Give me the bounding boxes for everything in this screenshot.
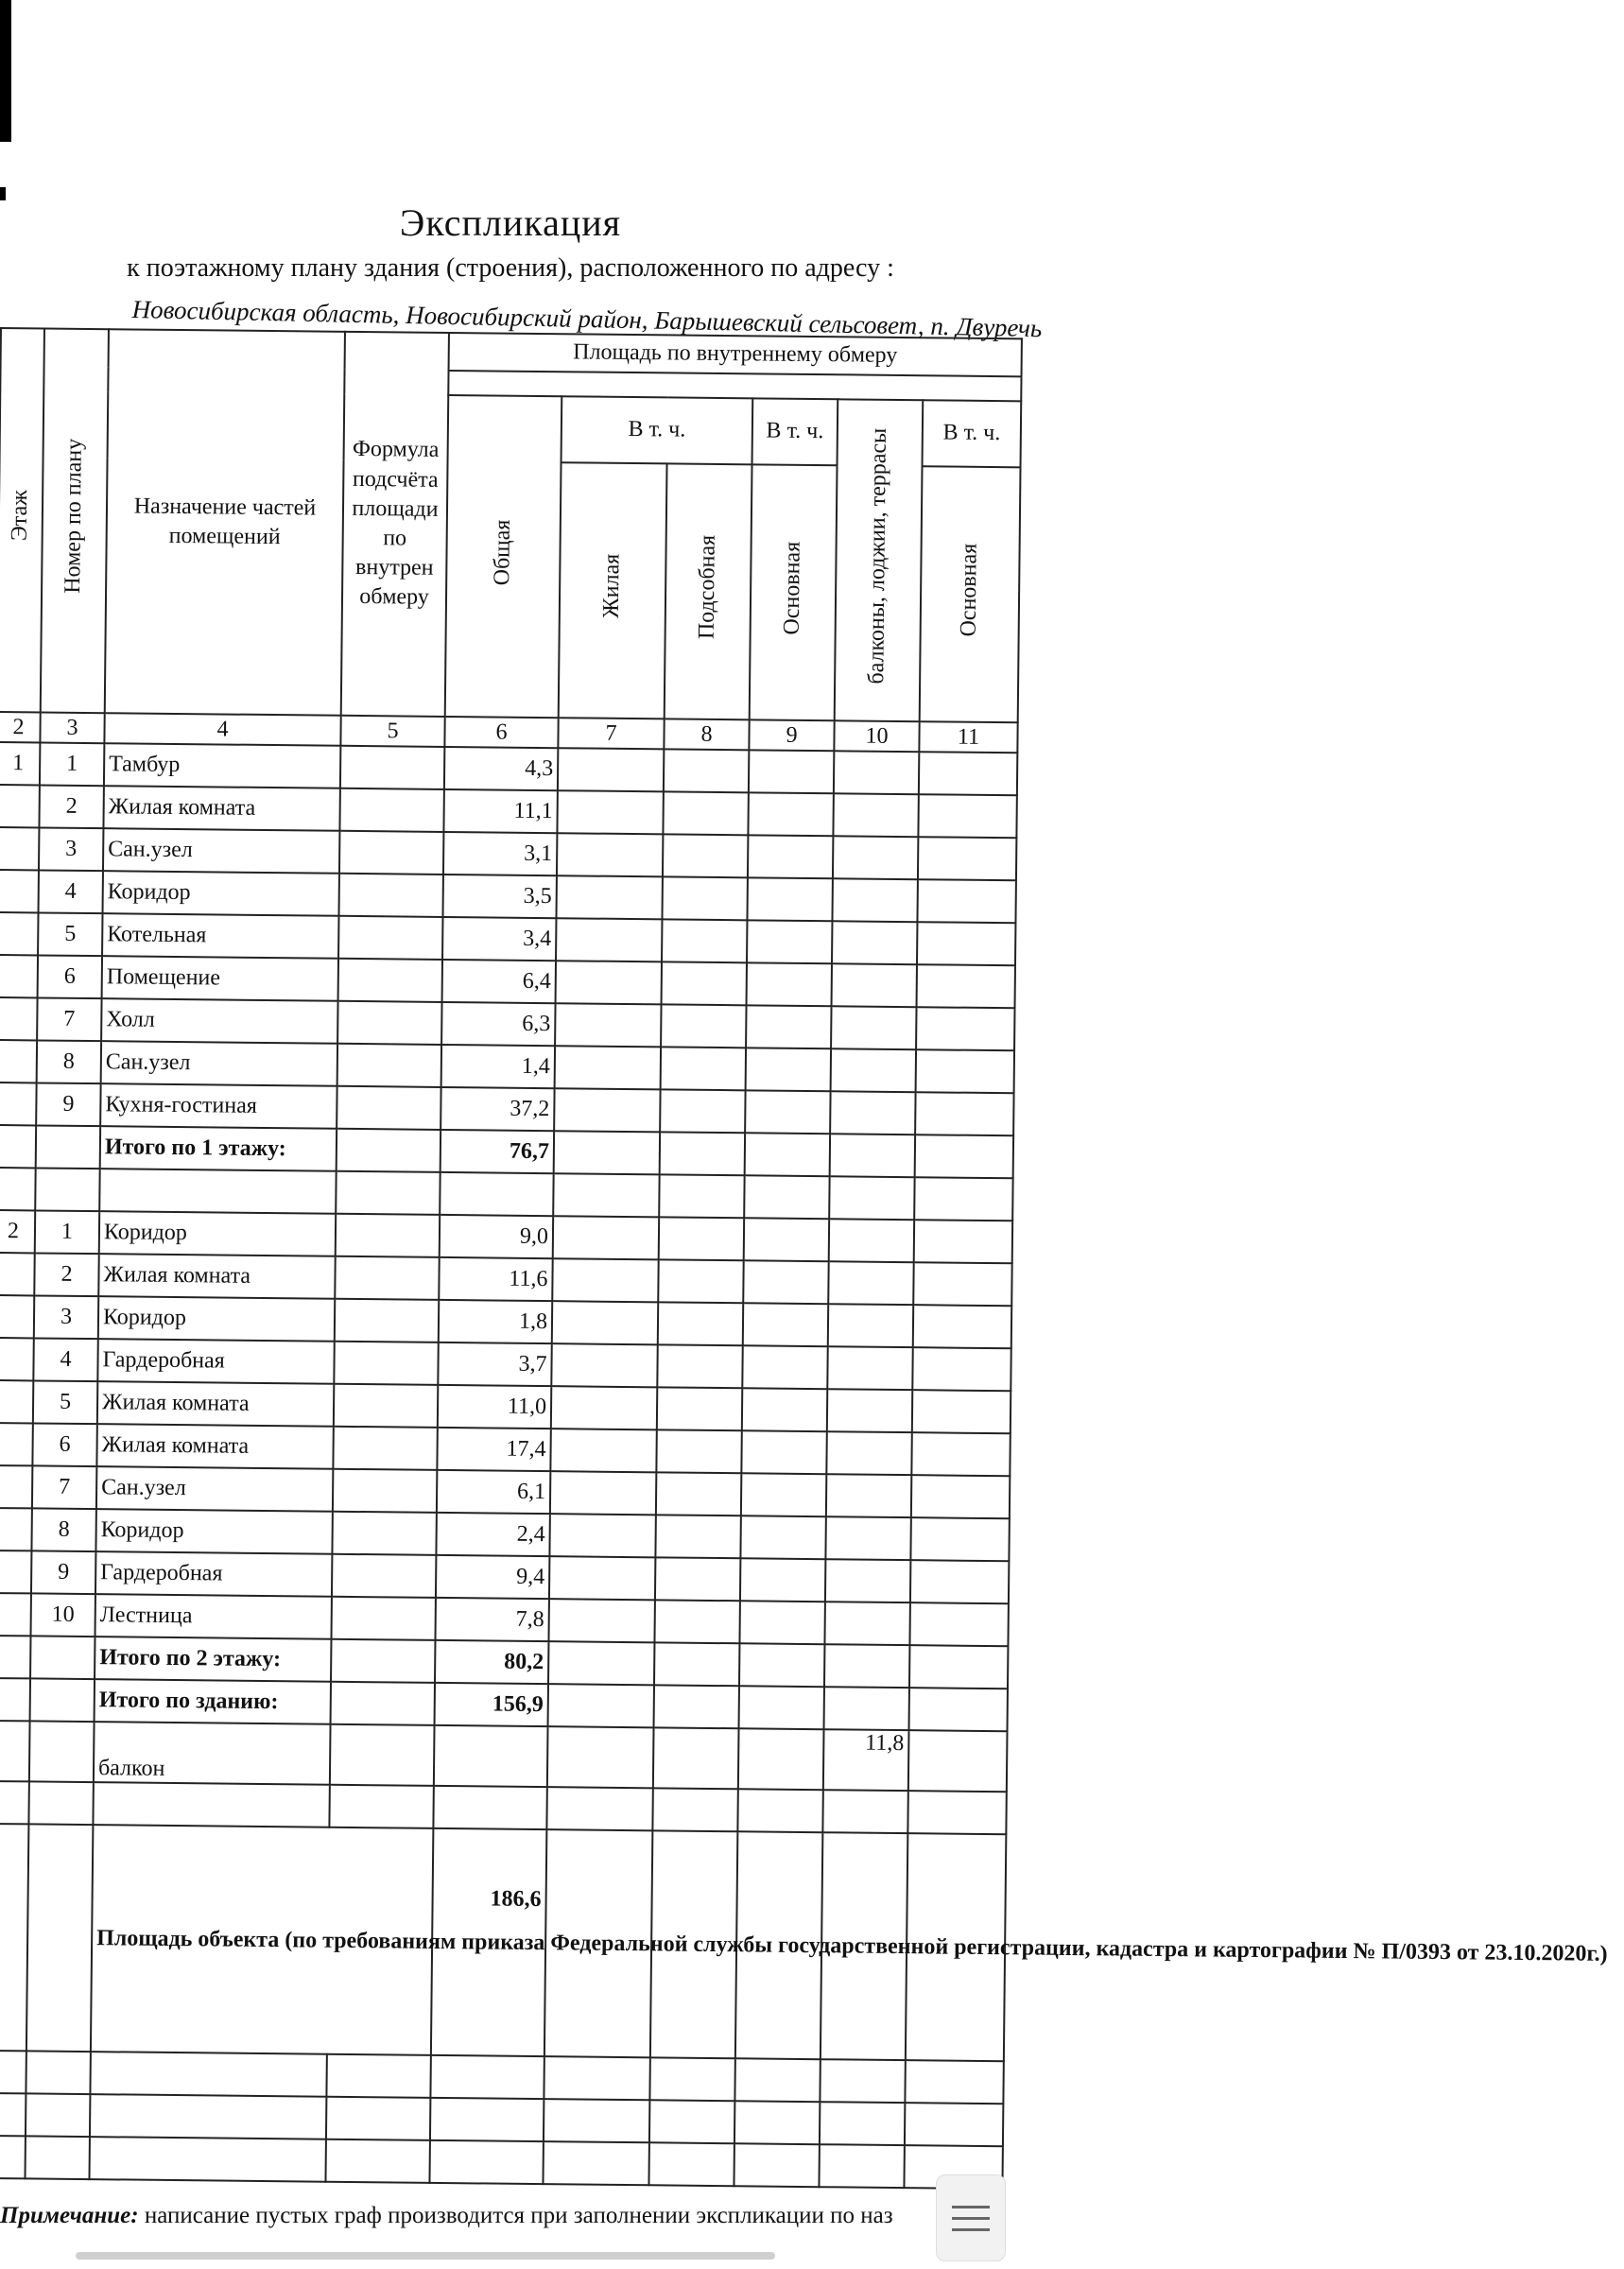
- header-incl-c: В т. ч.: [923, 400, 1022, 467]
- room-area: 6,1: [437, 1470, 550, 1514]
- menu-icon-line: [952, 2228, 990, 2231]
- object-area-label: Площадь объекта (по требованиям приказа Федеральной службы государственной регистрации, кадастра и картографии № П/0393 от 23.10.2020г.): [91, 1825, 433, 2055]
- document-address: Новосибирская область, Новосибирский район, Барышевский сельсовет, п. Двуречь: [131, 295, 1043, 343]
- room-no: 9: [31, 1550, 95, 1594]
- room-no: 9: [36, 1083, 100, 1126]
- object-area: 186,6: [431, 1828, 547, 2056]
- room-name: Лестница: [95, 1594, 332, 1639]
- menu-icon-line: [952, 2206, 990, 2208]
- room-name: Помещение: [102, 956, 338, 1001]
- room-no: 1: [35, 1210, 99, 1254]
- menu-button[interactable]: [936, 2174, 1006, 2261]
- room-area: 9,4: [436, 1555, 549, 1599]
- room-area: 4,3: [444, 747, 558, 790]
- balcony-row: [0, 1721, 1008, 1792]
- room-no: 6: [32, 1423, 96, 1466]
- document-title: Экспликация: [399, 201, 622, 244]
- room-area: 17,4: [437, 1428, 550, 1471]
- floor1-total: 76,7: [441, 1130, 554, 1173]
- header-living: Жилая: [559, 462, 667, 719]
- room-area: 37,2: [441, 1087, 554, 1131]
- room-no: 2: [34, 1253, 98, 1296]
- explication-sheet: [0, 327, 1608, 2190]
- room-name: Жилая комната: [103, 786, 339, 831]
- col-num: 2: [0, 712, 41, 742]
- scan-edge-mark: [0, 187, 6, 200]
- room-no: 4: [39, 870, 103, 913]
- object-area-row: [0, 1824, 1006, 2061]
- room-no: 8: [31, 1508, 95, 1551]
- col-num: 7: [558, 718, 664, 749]
- floor1-total-label: Итого по 1 этажу:: [100, 1126, 337, 1171]
- header-floor: Этаж: [0, 328, 44, 712]
- col-num: 6: [444, 717, 558, 748]
- room-area: 11,1: [443, 789, 557, 833]
- room-name: Коридор: [98, 1296, 335, 1342]
- room-name: Коридор: [95, 1509, 332, 1554]
- room-name: Коридор: [103, 871, 339, 916]
- footnote-label: Примечание:: [0, 2203, 139, 2228]
- header-incl-b: В т. ч.: [752, 398, 838, 465]
- scan-edge: [0, 0, 11, 142]
- building-total: 156,9: [435, 1683, 548, 1726]
- floor-cell: 1: [0, 742, 40, 785]
- room-area: 3,1: [443, 832, 557, 875]
- col-num: 9: [749, 719, 834, 751]
- floor2-total-label: Итого по 2 этажу:: [95, 1637, 331, 1682]
- room-no: 7: [32, 1465, 96, 1509]
- header-main2: Основная: [920, 466, 1021, 722]
- room-name: Жилая комната: [98, 1254, 335, 1299]
- room-name: Сан.узел: [101, 1041, 337, 1086]
- room-area: 3,5: [442, 875, 556, 918]
- footnote-text: написание пустых граф производится при заполнении экспликации по наз: [144, 2203, 893, 2228]
- room-name: Жилая комната: [97, 1381, 334, 1427]
- room-area: 6,4: [442, 960, 556, 1003]
- header-main: Основная: [750, 464, 838, 720]
- room-area: 6,3: [441, 1002, 555, 1046]
- room-name: Гардеробная: [97, 1339, 334, 1384]
- header-incl-main: В т. ч.: [561, 396, 753, 464]
- room-name: Тамбур: [104, 743, 340, 788]
- header-total: Общая: [445, 395, 562, 718]
- room-area: 3,7: [438, 1342, 551, 1386]
- room-no: 2: [39, 785, 103, 828]
- building-total-label: Итого по зданию:: [95, 1679, 331, 1724]
- header-room-no: Номер по плану: [41, 328, 109, 713]
- header-balconies: балконы, лоджии, террасы: [835, 399, 924, 721]
- balcony-area: 11,8: [823, 1729, 909, 1791]
- col-num: 10: [834, 720, 919, 752]
- header-area-group: Площадь по внутреннему обмеру: [449, 333, 1022, 376]
- room-no: 1: [40, 742, 104, 786]
- floor-cell: 2: [0, 1210, 35, 1253]
- col-num: 5: [340, 716, 444, 747]
- room-name: Сан.узел: [96, 1466, 333, 1512]
- header-formula: Формула подсчёта площади по внутрен обмеру: [341, 332, 449, 717]
- room-area: 1,8: [439, 1300, 552, 1343]
- floor2-total: 80,2: [435, 1640, 548, 1684]
- room-no: 8: [37, 1040, 101, 1083]
- room-name: Сан.узел: [103, 828, 339, 874]
- explication-table: [0, 327, 1608, 2190]
- room-name: Жилая комната: [96, 1424, 333, 1469]
- room-name: Кухня-гостиная: [100, 1083, 337, 1129]
- footnote: [0, 2203, 893, 2229]
- room-no: 7: [37, 997, 101, 1041]
- room-area: 7,8: [435, 1598, 548, 1641]
- col-num: 11: [919, 721, 1017, 753]
- room-area: 3,4: [442, 917, 556, 961]
- room-no: 5: [33, 1380, 97, 1424]
- room-no: 3: [39, 827, 103, 871]
- room-no: 3: [34, 1295, 98, 1339]
- menu-icon-line: [952, 2217, 990, 2220]
- room-area: 11,0: [438, 1385, 551, 1429]
- room-area: 11,6: [439, 1257, 552, 1301]
- room-name: Гардеробная: [95, 1551, 332, 1597]
- col-num: 3: [40, 712, 104, 743]
- room-no: 5: [38, 912, 102, 956]
- col-num: 8: [664, 719, 749, 750]
- room-name: Котельная: [102, 913, 338, 959]
- document-subtitle: к поэтажному плану здания (строения), расположенного по адресу :: [127, 253, 894, 283]
- room-no: 10: [31, 1593, 95, 1637]
- room-area: 9,0: [440, 1215, 553, 1258]
- header-purpose: Назначение частей помещений: [105, 329, 345, 716]
- header-auxiliary: Подсобная: [665, 463, 752, 719]
- balcony-label: балкон: [94, 1722, 331, 1785]
- room-name: Холл: [101, 998, 337, 1044]
- home-indicator[interactable]: [76, 2252, 775, 2260]
- room-no: 4: [33, 1338, 97, 1381]
- room-area: 2,4: [436, 1513, 549, 1556]
- col-num: 4: [104, 713, 340, 746]
- room-area: 1,4: [441, 1045, 555, 1088]
- room-name: Коридор: [99, 1211, 336, 1256]
- room-no: 6: [38, 955, 102, 998]
